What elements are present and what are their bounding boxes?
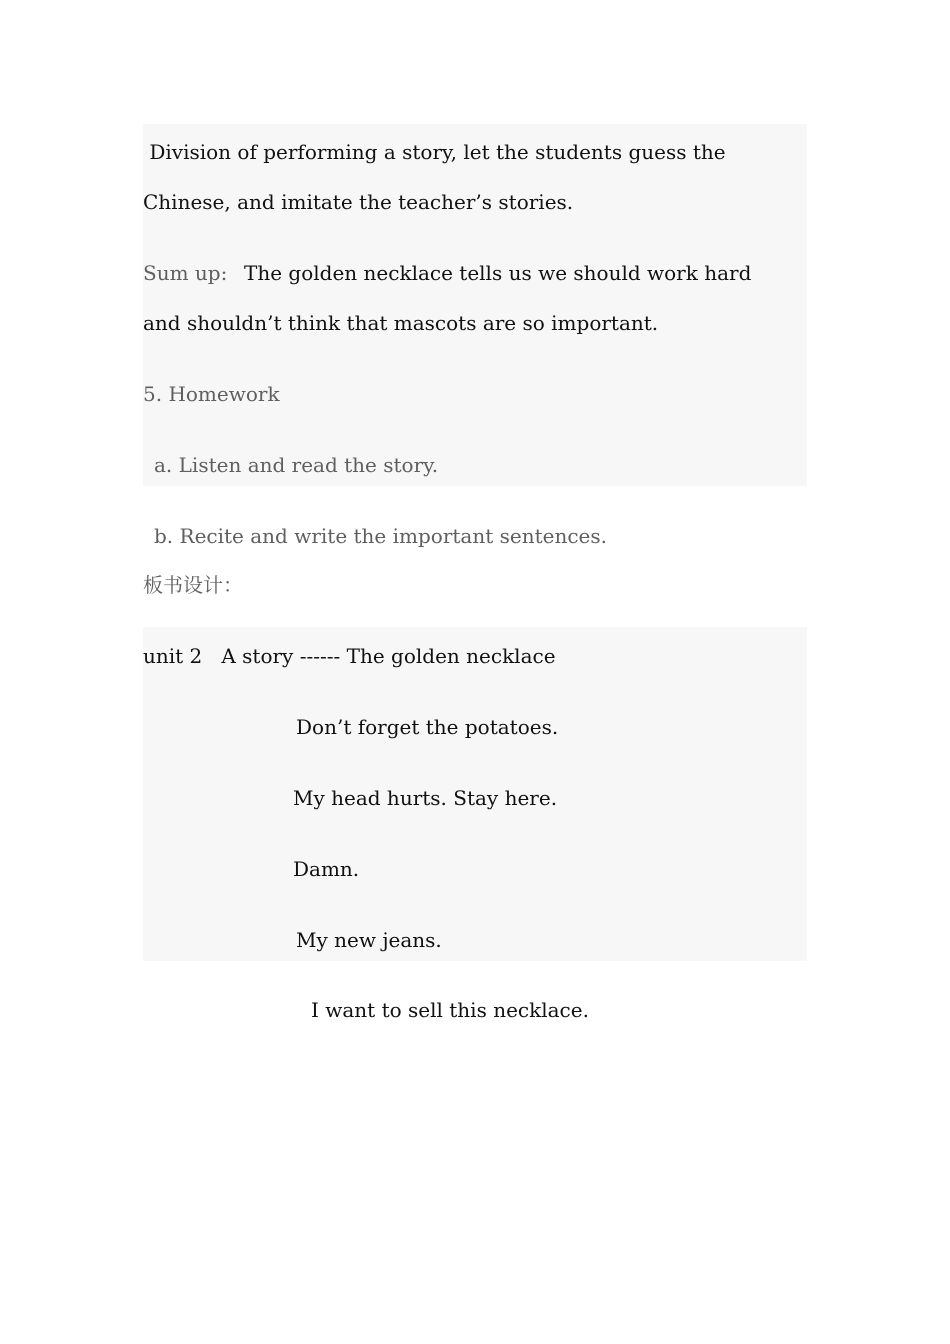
board-line-5: I want to sell this necklace. (311, 998, 589, 1022)
board-title: unit 2 A story ------ The golden necklace (143, 644, 556, 668)
sum-up-text-2: and shouldn’t think that mascots are so important. (143, 311, 659, 335)
board-line-1: Don’t forget the potatoes. (296, 715, 559, 739)
board-line-4: My new jeans. (296, 928, 442, 952)
homework-item-a: a. Listen and read the story. (154, 453, 439, 477)
homework-heading: 5. Homework (143, 382, 280, 406)
shaded-block-top (143, 124, 807, 486)
board-design-heading: 板书设计： (143, 573, 243, 597)
board-line-3: Damn. (293, 857, 360, 881)
board-line-2: My head hurts. Stay here. (293, 786, 558, 810)
homework-item-b: b. Recite and write the important sentences. (154, 524, 608, 548)
intro-line-2: Chinese, and imitate the teacher’s stories. (143, 190, 574, 214)
intro-line-1: Division of performing a story, let the students guess the (143, 140, 726, 164)
sum-up-text-1: The golden necklace tells us we should work hard (244, 261, 752, 285)
sum-up-label: Sum up: (143, 261, 228, 285)
